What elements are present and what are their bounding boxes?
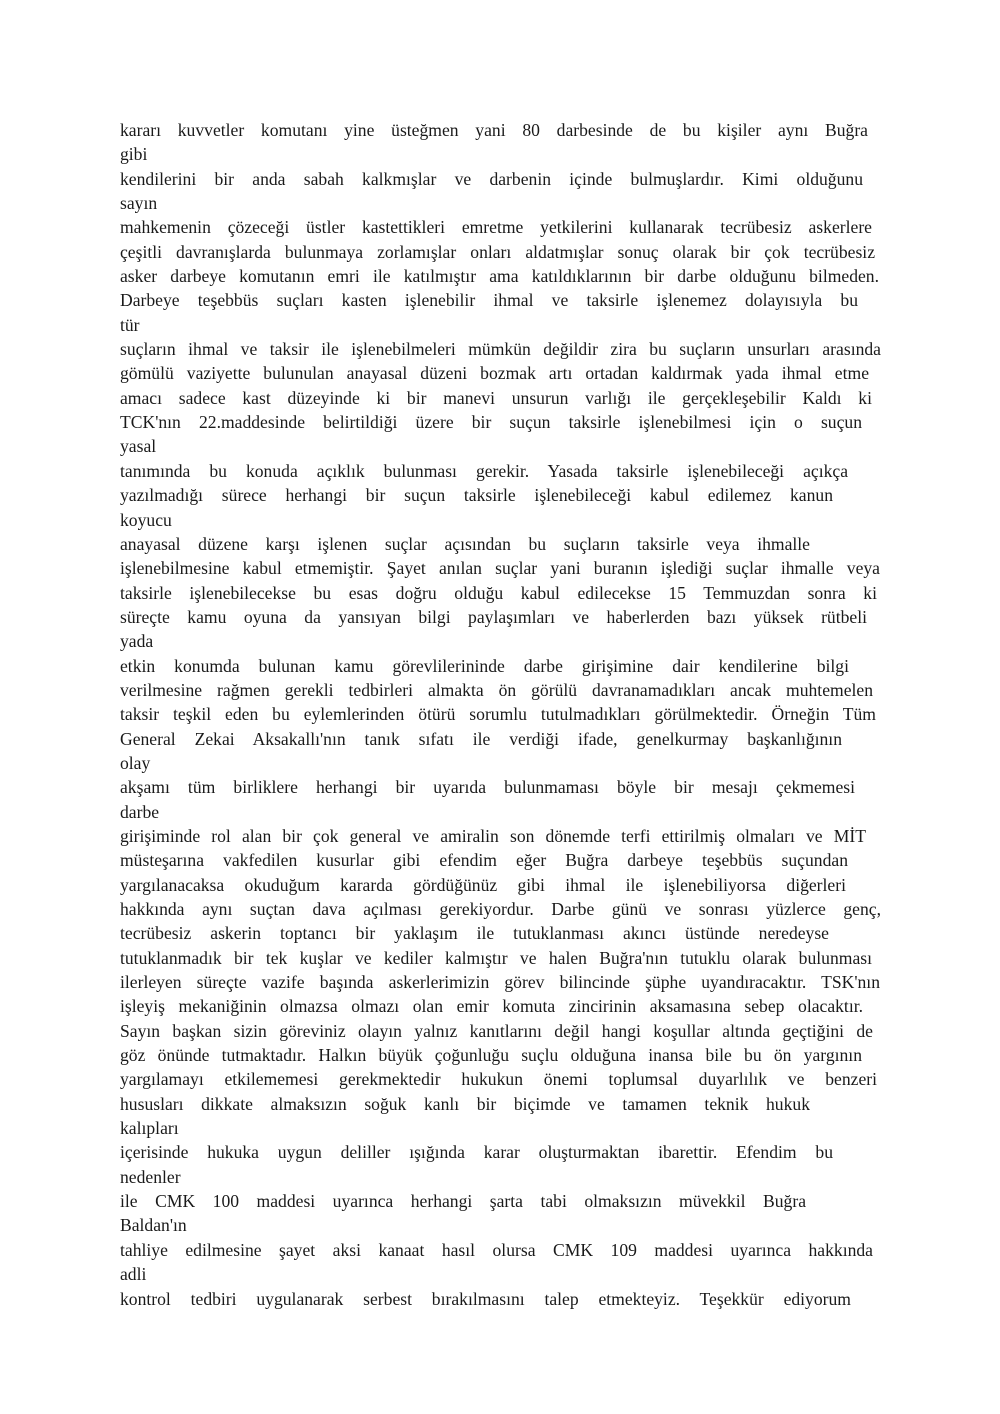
text-line: girişiminde rol alan bir çok general ve amiralin son dönemde terfi ettirilmiş olmaları ve MİT [120,825,866,846]
text-line: göz önünde tutmaktadır. Halkın büyük çoğunluğu suçlu olduğuna inansa bile bu ön yargının [120,1045,862,1066]
text-line: süreçte kamu oyuna da yansıyan bilgi paylaşımları ve haberlerden bazı yüksek rütbeli [120,606,867,627]
text-line: Sayın başkan sizin göreviniz olayın yalnız kanıtlarını değil hangi koşullar altında geçtiğini de [120,1020,873,1041]
text-line: yazılmadığı sürece herhangi bir suçun taksirle işlenebileceği kabul edilemez kanun [120,485,833,506]
text-line: gömülü vaziyette bulunulan anayasal düzeni bozmak artı ortadan kaldırmak yada ihmal etme [120,363,869,384]
text-line: tecrübesiz askerin toptancı bir yaklaşım ile tutuklanması akıncı üstünde neredeyse [120,923,829,944]
text-line: olay [120,752,151,773]
text-line: yada [120,631,154,652]
text-line: sayın [120,193,158,214]
text-line: General Zekai Aksakallı'nın tanık sıfatı ile verdiği ifade, genelkurmay başkanlığının [120,728,842,749]
text-line: ilerleyen süreçte vazife başında askerlerimizin görev bilincinde şüphe uyandıracaktır. TSK'nın [120,972,880,993]
text-line: kalıpları [120,1118,179,1139]
text-line: TCK'nın 22.maddesinde belirtildiği üzere bir suçun taksirle işlenebilmesi için o suçun [120,412,862,433]
text-line: koyucu [120,509,172,530]
text-line: yasal [120,436,157,457]
text-line: mahkemenin çözeceği üstler kastettikleri emretme yetkilerini kullanarak tecrübesiz askerlere [120,217,872,238]
text-line: çeşitli davranışlarda bulunmaya zorlamışlar onları aldatmışlar sonuç olarak bir çok tecrübesiz [120,241,875,262]
text-line: kontrol tedbiri uygulanarak serbest bırakılmasını talep etmekteyiz. Teşekkür ediyorum [120,1288,851,1309]
text-line: müsteşarına vakfedilen kusurlar gibi efendim eğer Buğra darbeye teşebbüs suçundan [120,850,848,871]
text-line: akşamı tüm birliklere herhangi bir uyarıda bulunmaması böyle bir mesajı çekmemesi [120,777,855,798]
text-line: nedenler [120,1166,181,1187]
text-line: tanımında bu konuda açıklık bulunması gerekir. Yasada taksirle işlenebileceği açıkça [120,460,848,481]
text-line: anayasal düzene karşı işlenen suçlar açısından bu suçların taksirle veya ihmalle [120,533,810,554]
text-line: verilmesine rağmen gerekli tedbirleri almakta ön görülü davranamadıkları ancak muhtemelen [120,679,873,700]
text-line: amacı sadece kast düzeyinde ki bir manevi unsurun varlığı ile gerçekleşebilir Kaldı ki [120,387,872,408]
text-line: ile CMK 100 maddesi uyarınca herhangi şarta tabi olmaksızın müvekkil Buğra [120,1191,806,1212]
document-body [120,118,885,1311]
text-line: adli [120,1264,147,1285]
text-line: gibi [120,144,148,165]
text-line: içerisinde hukuka uygun deliller ışığında karar oluşturmaktan ibarettir. Efendim bu [120,1142,833,1163]
text-line: yargılanacaksa okuduğum kararda gördüğünüz gibi ihmal ile işlenebiliyorsa diğerleri [120,874,846,895]
text-line: Darbeye teşebbüs suçları kasten işlenebilir ihmal ve taksirle işlenemez dolayısıyla bu [120,290,858,311]
text-line: suçların ihmal ve taksir ile işlenebilmeleri mümkün değildir zira bu suçların unsurları arasında [120,339,881,360]
text-line: taksir teşkil eden bu eylemlerinden ötürü sorumlu tutulmadıkları görülmektedir. Örneğin Tüm [120,704,876,725]
text-line: kararı kuvvetler komutanı yine üsteğmen yani 80 darbesinde de bu kişiler aynı Buğra [120,120,868,140]
text-line: işlenebilmesine kabul etmemiştir. Şayet anılan suçlar yani buranın işlediği suçlar ihmalle veya [120,558,880,579]
text-line: asker darbeye komutanın emri ile katılmıştır ama katıldıklarının bir darbe olduğunu bilmeden. [120,266,879,287]
text-line: kendilerini bir anda sabah kalkmışlar ve darbenin içinde bulmuşlardır. Kimi olduğunu [120,168,863,189]
text-line: etkin konumda bulunan kamu görevlilerininde darbe girişimine dair kendilerine bilgi [120,655,849,676]
text-line: Baldan'ın [120,1215,187,1236]
text-line: tür [120,314,140,335]
text-line: işleyiş mekaniğinin olmazsa olmazı olan emir komuta zincirinin aksamasına sebep olacaktır. [120,996,863,1017]
text-line: tahliye edilmesine şayet aksi kanaat hasıl olursa CMK 109 maddesi uyarınca hakkında [120,1239,873,1260]
text-line: hakkında aynı suçtan dava açılması gerekiyordur. Darbe günü ve sonrası yüzlerce genç, [120,899,881,919]
text-line: taksirle işlenebilecekse bu esas doğru olduğu kabul edilecekse 15 Temmuzdan sonra ki [120,582,877,603]
text-line: tutuklanmadık bir tek kuşlar ve kediler kalmıştır ve halen Buğra'nın tutuklu olarak bulunması [120,947,872,968]
text-line: darbe [120,801,160,822]
text-line: hususları dikkate almaksızın soğuk kanlı bir biçimde ve tamamen teknik hukuk [120,1093,810,1114]
text-line: yargılamayı etkilememesi gerekmektedir hukukun önemi toplumsal duyarlılık ve benzeri [120,1069,877,1090]
